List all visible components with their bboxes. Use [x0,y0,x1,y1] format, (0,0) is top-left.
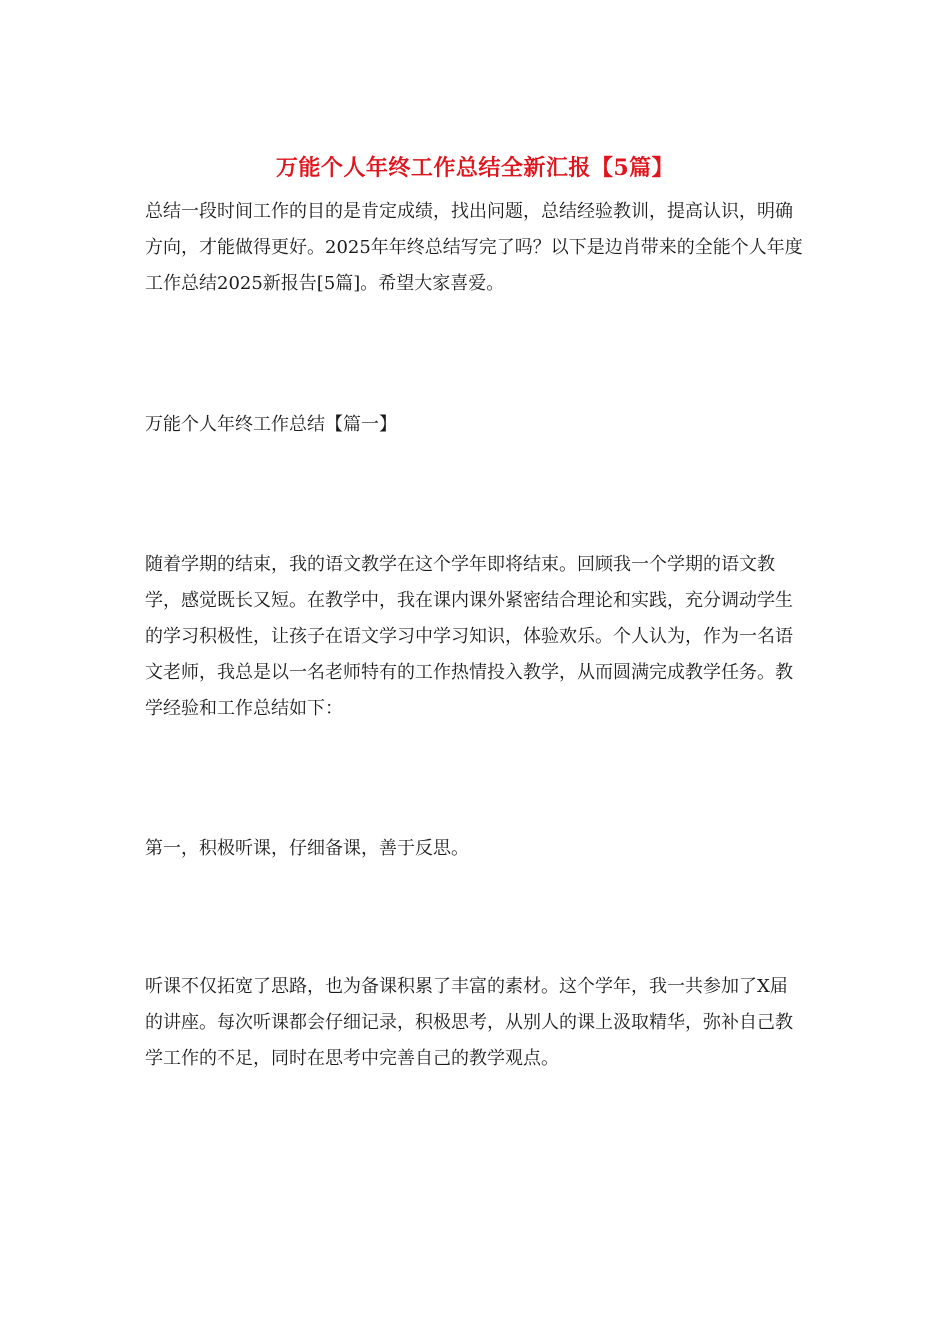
body-paragraph-1: 随着学期的结束，我的语文教学在这个学年即将结束。回顾我一个学期的语文教学，感觉既长又短。在教学中，我在课内课外紧密结合理论和实践，充分调动学生的学习积极性，让孩子在语文学习中学习知识，体验欢乐。个人认为，作为一名语文老师，我总是以一名老师特有的工作热情投入教学，从而圆满完成教学任务。教学经验和工作总结如下： [145,554,793,719]
point-heading-1: 第一，积极听课，仔细备课，善于反思。 [145,838,469,859]
document-title: 万能个人年终工作总结全新汇报【5篇】 [275,155,675,181]
body-paragraph-2: 听课不仅拓宽了思路，也为备课积累了丰富的素材。这个学年，我一共参加了X届的讲座。每次听课都会仔细记录，积极思考，从别人的课上汲取精华，弥补自己教学工作的不足，同时在思考中完善自己的教学观点。 [145,976,793,1069]
section-heading-1: 万能个人年终工作总结【篇一】 [145,414,397,435]
intro-paragraph: 总结一段时间工作的目的是肯定成绩，找出问题，总结经验教训，提高认识，明确方向，才能做得更好。2025年年终总结写完了吗？以下是边肖带来的全能个人年度工作总结2025新报告[5篇]。希望大家喜爱。 [145,201,803,294]
